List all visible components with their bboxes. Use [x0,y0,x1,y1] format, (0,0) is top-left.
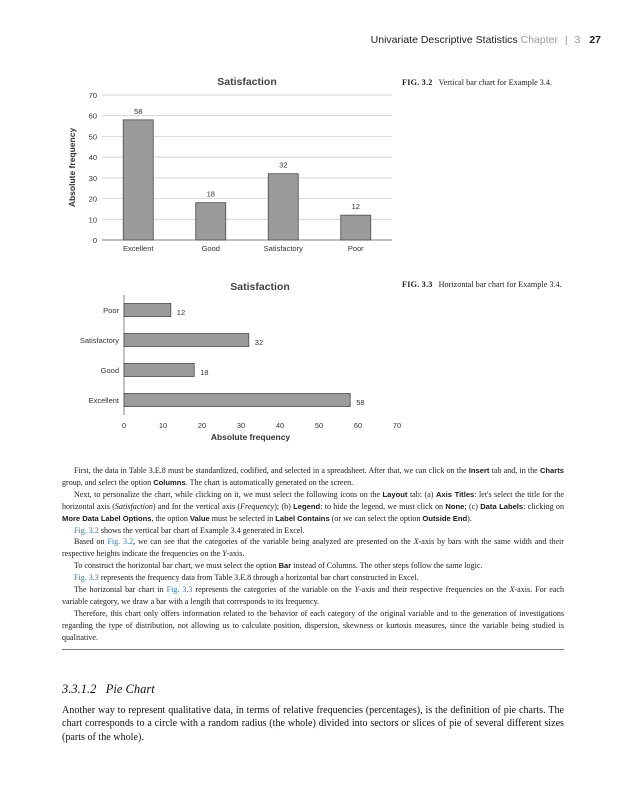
data-label: 58 [134,106,143,116]
figure-caption-3-2 [402,78,582,89]
figure-caption-text: Horizontal bar chart for Example 3.4. [438,280,562,289]
bar [124,394,350,407]
x-tick-label: 30 [236,421,246,430]
y-tick-label: 30 [88,173,97,183]
section-divider [62,649,564,650]
data-label: 18 [200,368,209,377]
y-tick-label: Satisfactory [79,336,119,345]
chart-title: Satisfaction [230,281,290,293]
section-title: Pie Chart [105,682,155,696]
vertical-bar-chart [62,70,402,265]
x-tick-label: Excellent [123,244,154,253]
section-paragraph: Another way to represent qualitative data, in terms of relative frequencies (percentages), is the definition of pie charts. The chart corresponds to a circle with a random radius (the whole) divided into sectors or slices of pie of several different sizes (parts of the whole). [62,705,564,743]
y-tick-label: 60 [88,111,97,121]
x-tick-label: 40 [275,421,285,430]
running-title: Univariate Descriptive Statistics [370,34,518,46]
y-axis-title: Absolute frequency [67,127,77,208]
chapter-number: 3 [574,34,581,46]
bar [196,203,226,240]
body-text [62,465,564,644]
data-label: 32 [279,160,288,170]
x-axis-title: Absolute frequency [210,432,291,442]
header-separator: | [564,34,568,46]
y-tick-label: 0 [92,236,97,245]
x-tick-label: 50 [314,421,324,430]
paragraph: First, the data in Table 3.E.8 must be standardized, codified, and selected in a spreadsheet. After that, we can click on the Insert tab and, in the Charts group, and select the option Columns. The chart is automatically generated on the screen. [62,466,564,487]
y-tick-label: 10 [88,215,97,225]
bar [124,334,249,347]
page-number: 27 [589,34,601,46]
bar [123,120,153,240]
data-label: 32 [254,338,264,347]
data-label: 18 [206,189,215,199]
figure-link[interactable]: Fig. 3.3 [166,585,193,595]
figure-label: FIG. 3.3 [402,280,433,289]
x-tick-label: 0 [121,421,127,430]
figure-caption-3-3 [402,280,582,291]
paragraph: To construct the horizontal bar chart, we must select the option Bar instead of Columns. The other steps follow the same logic. [74,561,483,571]
paragraph: Next, to personalize the chart, while clicking on it, we must select the following icons on the Layout tab: (a) Axis Titles: let's select the title for the horizontal axis (Satisfaction) and for the vertical axis (Frequency); (b) Legend: to hide the legend, we must click on None; (c) Data Labels: clicking on More Data Label Options, the option Value must be selected in Label Contains (or we can select the option Outside End). [62,489,564,523]
bar [341,215,371,240]
bar [268,174,298,240]
x-tick-label: 60 [353,421,363,430]
bar [124,304,171,317]
figure-link[interactable]: Fig. 3.3 [74,573,99,583]
paragraph: Based on Fig. 3.2, we can see that the categories of the variable being analyzed are presented on the X-axis by bars with the same width and their respective heights indicate the frequencies on the Y-axis. [62,537,564,559]
y-tick-label: 50 [88,132,97,142]
paragraph: The horizontal bar chart in Fig. 3.3 represents the categories of the variable on the Y-axis and their respective frequencies on the X-axis. For each variable category, we draw a bar with a length that corresponds to its frequency. [62,585,565,606]
y-tick-label: Excellent [88,396,119,405]
x-tick-label: 20 [197,421,207,430]
paragraph: Therefore, this chart only offers information related to the behavior of each category of the original variable and to the generation of investigations regarding the type of distribution, not allowing us to calculate position, dispersion, skewness or kurtosis measures, since the variable being studied is qualitative. [62,608,564,642]
y-tick-label: 40 [88,153,97,163]
data-label: 58 [356,398,365,407]
y-tick-label: Poor [103,306,119,315]
section-number: 3.3.1.2 [62,682,97,696]
x-tick-label: Poor [347,244,364,253]
figure-label: FIG. 3.2 [402,78,433,87]
chapter-label: Chapter [520,34,558,46]
running-head [371,34,601,46]
chart-title: Satisfaction [217,76,277,88]
x-tick-label: 10 [158,421,168,430]
bar [124,364,194,377]
figure-link[interactable]: Fig. 3.2 [74,525,99,535]
paragraph: Fig. 3.3 represents the frequency data from Table 3.E.8 through a horizontal bar chart constructed in Excel. [74,573,419,583]
data-label: 12 [176,308,186,317]
x-tick-label: Good [201,244,220,253]
paragraph: Fig. 3.2 shows the vertical bar chart of Example 3.4 generated in Excel. [74,525,305,535]
x-tick-label: 70 [392,421,402,430]
section-heading [62,682,155,697]
y-tick-label: 70 [88,91,97,100]
figure-link[interactable]: Fig. 3.2 [107,537,134,547]
horizontal-bar-chart [62,273,402,448]
data-label: 12 [351,202,360,212]
figure-caption-text: Vertical bar chart for Example 3.4. [438,78,553,87]
y-tick-label: Good [100,366,119,375]
y-tick-label: 20 [88,194,97,204]
x-tick-label: Satisfactory [263,244,303,253]
